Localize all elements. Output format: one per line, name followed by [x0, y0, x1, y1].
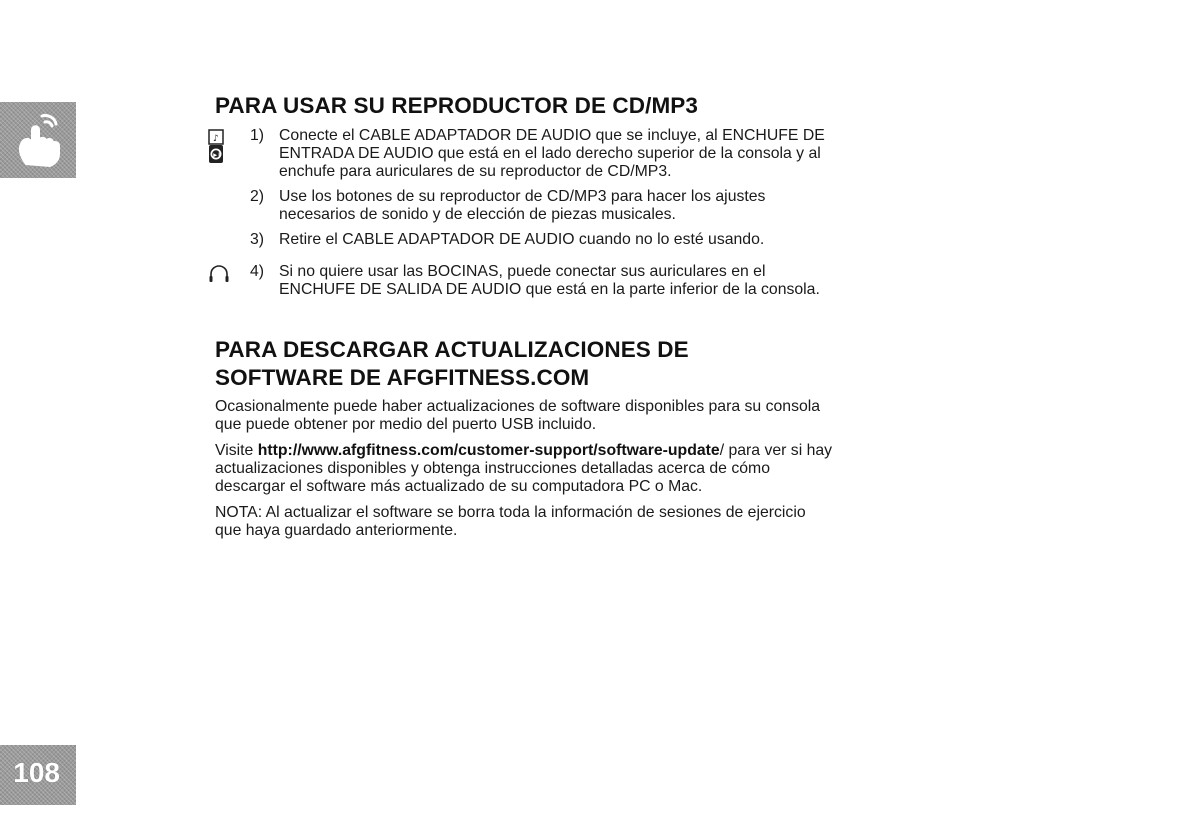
hand-touch-icon	[12, 110, 68, 170]
page-number-tab	[0, 745, 76, 805]
step-item	[215, 263, 835, 299]
svg-text:♪: ♪	[213, 134, 219, 144]
section-heading	[215, 336, 835, 392]
step-text: Use los botones de su reproductor de CD/MP3 para hacer los ajustes necesarios de sonido y de elección de piezas musicales.	[279, 188, 766, 223]
link-slash: /	[719, 442, 725, 459]
page-number: 108	[13, 757, 60, 788]
step-text: Conecte el CABLE ADAPTADOR DE AUDIO que se incluye, al ENCHUFE DE ENTRADA DE AUDIO que está en el lado derecho superior de la consola y al enchufe para auriculares de su reproductor de CD/MP3.	[279, 127, 825, 180]
heading-line: SOFTWARE DE AFGFITNESS.COM	[215, 365, 590, 390]
step-text: Si no quiere usar las BOCINAS, puede conectar sus auriculares en el ENCHUFE DE SALIDA DE AUDIO que está en la parte inferior de la consola.	[279, 263, 820, 298]
svg-text:▶❙: ▶❙	[213, 152, 222, 159]
update-link[interactable]: http://www.afgfitness.com/customer-support/software-update	[257, 442, 720, 459]
step-number: 3)	[250, 231, 265, 248]
step-number: 2)	[250, 188, 265, 205]
step-number: 1)	[250, 127, 265, 144]
visit-text: Visite	[215, 442, 258, 459]
step-item	[215, 127, 835, 181]
step-list	[215, 127, 835, 299]
step-item	[215, 231, 835, 249]
paragraph	[215, 442, 835, 496]
heading-line: PARA DESCARGAR ACTUALIZACIONES DE	[215, 337, 689, 362]
software-update-section	[215, 336, 835, 540]
step-text: Retire el CABLE ADAPTADOR DE AUDIO cuando no lo esté usando.	[279, 231, 765, 248]
section-heading: PARA USAR SU REPRODUCTOR DE CD/MP3	[215, 93, 699, 118]
step-number: 4)	[250, 263, 265, 280]
paragraph: Ocasionalmente puede haber actualizaciones de software disponibles para su consola que puede obtener por medio del puerto USB incluido.	[215, 398, 821, 433]
mp3-player-icon	[208, 129, 226, 170]
page-content	[215, 92, 835, 548]
paragraph-rest: para ver si hay actualizaciones disponibles y obtenga instrucciones detalladas acerca de cómo descargar el software más actualizado de su computadora PC o Mac.	[215, 442, 833, 495]
section-tab	[0, 102, 76, 178]
note-paragraph: NOTA: Al actualizar el software se borra toda la información de sesiones de ejercicio que haya guardado anteriormente.	[215, 504, 806, 539]
step-item	[215, 188, 835, 224]
cd-mp3-section	[215, 92, 835, 299]
headphones-icon	[208, 265, 230, 288]
